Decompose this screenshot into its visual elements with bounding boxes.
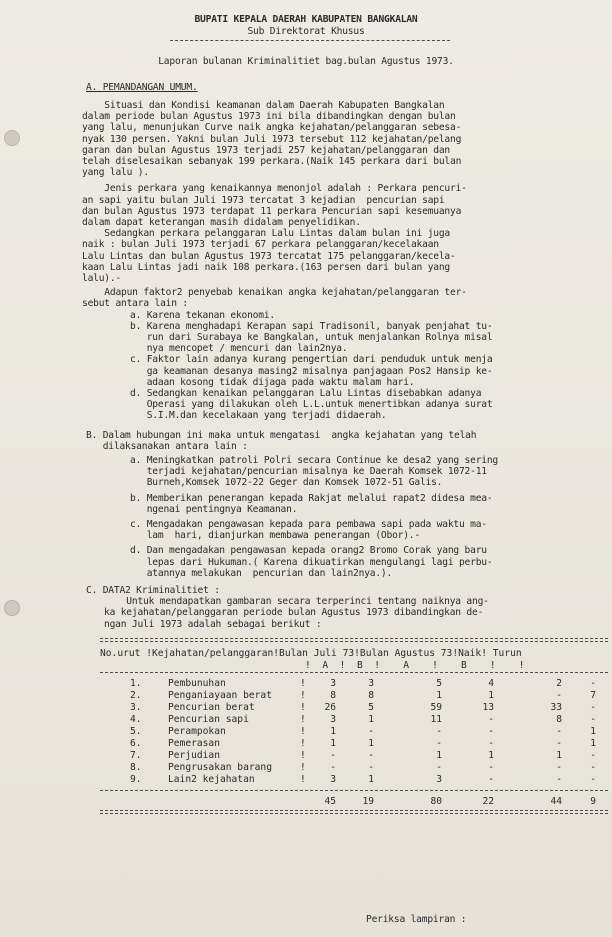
table-separator: !	[300, 677, 306, 689]
table-cell-naik: -	[556, 773, 562, 785]
list-item-line: c. Faktor lain adanya kurang pengertian dari penduduk untuk menja	[130, 354, 493, 366]
table-rule	[100, 638, 608, 642]
list-item-line: terjadi kejahatan/pencurian misalnya ke Daerah Komsek 1072-11	[130, 466, 487, 478]
section-a-heading: A. PEMANDANGAN UMUM.	[86, 82, 198, 93]
table-row-number: 2.	[130, 689, 142, 701]
table-cell-ab: -	[488, 737, 494, 749]
paragraph-line: kaan Lalu Lintas jadi naik 108 perkara.(163 persen dari bulan yang	[82, 261, 451, 273]
header-line-2: Sub Direktorat Khusus	[247, 26, 365, 37]
table-cell-jb: 5	[368, 701, 374, 713]
table-rule	[100, 790, 608, 791]
table-separator: !	[300, 713, 306, 725]
table-cell-ja: 3	[330, 773, 336, 785]
table-cell-turun: 1	[590, 725, 596, 737]
paragraph-line: Situasi dan Kondisi keamanan dalam Daerah Kabupaten Bangkalan	[82, 100, 445, 111]
paragraph-line: Sedangkan perkara pelanggaran Lalu Lintas dalam bulan ini juga	[82, 228, 451, 240]
table-cell-turun: -	[590, 773, 596, 785]
table-cell-turun: -	[590, 761, 596, 773]
table-cell-aa: 59	[430, 701, 442, 713]
paragraph-line: Adapun faktor2 penyebab kenaikan angka kejahatan/pelanggaran ter-	[82, 287, 467, 299]
table-row-number: 6.	[130, 737, 142, 749]
list-item-line: adaan kosong tidak dijaga pada waktu malam hari.	[130, 376, 415, 388]
paragraph-line: yang lalu ).	[82, 167, 149, 179]
table-row-number: 8.	[130, 761, 142, 773]
list-item-line: ga keamanan desanya masing2 misalnya panjagaan Pos2 Hansip ke-	[130, 365, 493, 377]
table-cell-naik: -	[556, 725, 562, 737]
table-cell-naik: 2	[556, 677, 562, 689]
table-cell-ab: -	[488, 761, 494, 773]
table-cell-naik: -	[556, 737, 562, 749]
paragraph-line: sebut antara lain :	[82, 298, 188, 310]
table-row-name: Penganiayaan berat	[168, 689, 272, 701]
table-cell-naik: -	[556, 761, 562, 773]
table-subheader: ! A ! B ! A ! B ! !	[305, 659, 525, 671]
header-line-1: BUPATI KEPALA DAERAH KABUPATEN BANGKALAN	[194, 14, 418, 25]
table-cell-jb: 1	[368, 737, 374, 749]
table-cell-ja: 3	[330, 677, 336, 689]
table-cell-aa: 11	[430, 713, 442, 725]
table-cell-naik: 33	[550, 701, 562, 713]
section-b-heading: B. Dalam hubungan ini maka untuk mengatasi angka kejahatan yang telah	[86, 429, 477, 441]
table-cell-turun: -	[590, 701, 596, 713]
table-cell-ab: -	[488, 713, 494, 725]
list-item-line: b. Karena menghadapi Kerapan sapi Tradisonil, banyak penjahat tu-	[130, 320, 493, 332]
table-cell-naik: 1	[556, 749, 562, 761]
table-row-number: 1.	[130, 677, 142, 689]
table-row-name: Lain2 kejahatan	[168, 773, 255, 785]
table-row-name: Pengrusakan barang	[168, 761, 272, 773]
paragraph-line: yang lalu, menunjukan Curve naik angka kejahatan/pelanggaran sebesa-	[82, 122, 462, 134]
table-separator: !	[300, 737, 306, 749]
table-separator: !	[300, 773, 306, 785]
table-row-name: Pencurian berat	[168, 701, 255, 713]
table-cell-aa: -	[436, 725, 442, 737]
list-item-line: d. Dan mengadakan pengawasan kepada orang2 Bromo Corak yang baru	[130, 545, 487, 557]
table-row-name: Perjudian	[168, 749, 220, 761]
table-cell-ja: -	[330, 761, 336, 773]
list-item-line: run dari Surabaya ke Bangkalan, untuk menjalankan Rolnya misal	[130, 332, 493, 343]
table-total-ab: 22	[482, 795, 494, 807]
section-c-heading: C. DATA2 Kriminalitiet :	[86, 585, 220, 596]
paragraph-line: dalam periode bulan Agustus 1973 ini bila dibandingkan dengan bulan	[82, 111, 456, 123]
table-total-aa: 80	[430, 795, 442, 807]
paragraph-line: Lalu Lintas dan bulan Agustus 1973 tercatat 175 pelanggaran/kecela-	[82, 250, 456, 262]
paragraph-line: Jenis perkara yang kenaikannya menonjol adalah : Perkara pencuri-	[82, 183, 467, 195]
table-cell-aa: 3	[436, 773, 442, 785]
table-cell-turun: -	[590, 749, 596, 761]
punch-hole	[4, 600, 20, 616]
table-cell-ja: -	[330, 749, 336, 761]
table-cell-ab: -	[488, 725, 494, 737]
table-cell-naik: 8	[556, 713, 562, 725]
paragraph-line: telah diselesaikan sebanyak 199 perkara.(Naik 145 perkara dari bulan	[82, 156, 462, 167]
punch-hole	[4, 130, 20, 146]
paragraph-line: garan dan bulan Agustus 1973 terjadi 257 kejahatan/pelanggaran dan	[82, 144, 451, 156]
table-cell-jb: -	[368, 749, 374, 761]
table-cell-aa: 5	[436, 677, 442, 689]
table-cell-jb: 1	[368, 713, 374, 725]
list-item-line: nya mencopet / mencuri dan lain2nya.	[130, 343, 348, 355]
paragraph-line: nyak 130 persen. Yakni bulan Juli 1973 tersebut 112 kejahatan/pelang	[82, 133, 462, 145]
report-title: Laporan bulanan Kriminalitiet bag.bulan Agustus 1973.	[158, 56, 454, 67]
table-row-number: 3.	[130, 701, 142, 713]
paragraph-line: lalu).-	[82, 273, 122, 284]
list-item-line: atannya melakukan pencurian dan lain2nya.).	[130, 567, 393, 579]
list-item-line: lam hari, dianjurkan membawa penerangan (Obor).-	[130, 530, 420, 542]
table-cell-ab: -	[488, 773, 494, 785]
table-row-number: 4.	[130, 713, 142, 725]
section-b-heading: dilaksanakan antara lain :	[86, 440, 248, 452]
table-cell-turun: -	[590, 677, 596, 689]
table-separator: !	[300, 689, 306, 701]
table-cell-ja: 3	[330, 713, 336, 725]
table-cell-aa: 1	[436, 689, 442, 701]
table-separator: !	[300, 749, 306, 761]
table-row-name: Pencurian sapi	[168, 713, 249, 725]
paragraph-line: dan bulan Agustus 1973 terdapat 11 perkara Pencurian sapi kesemuanya	[82, 205, 462, 217]
table-header: No.urut !Kejahatan/pelanggaran!Bulan Juli 73!Bulan Agustus 73!Naik! Turun	[100, 647, 522, 659]
table-cell-ab: 1	[488, 689, 494, 701]
table-cell-ab: 13	[482, 701, 494, 713]
list-item-line: d. Sedangkan kenaikan pelanggaran Lalu Lintas disebabkan adanya	[130, 388, 482, 399]
list-item-line: ngenai pentingnya Keamanan.	[130, 503, 298, 515]
table-cell-jb: -	[368, 761, 374, 773]
list-item-line: a. Meningkatkan patroli Polri secara Continue ke desa2 yang sering	[130, 455, 499, 466]
table-row-name: Pembunuhan	[168, 677, 226, 689]
footer-note: Periksa lampiran :	[366, 914, 467, 925]
table-row-number: 9.	[130, 773, 142, 785]
table-total-jb: 19	[362, 795, 374, 807]
table-cell-jb: 3	[368, 677, 374, 689]
table-rule	[100, 672, 608, 673]
paragraph-line: dalam dapat keterangan masih didalam penyelidikan.	[82, 217, 361, 228]
table-separator: !	[300, 725, 306, 737]
table-cell-jb: 1	[368, 773, 374, 785]
table-cell-aa: -	[436, 761, 442, 773]
table-cell-jb: -	[368, 725, 374, 737]
list-item-line: c. Mengadakan pengawasan kepada para pembawa sapi pada waktu ma-	[130, 519, 487, 530]
table-cell-ab: 4	[488, 677, 494, 689]
table-total-turun: 9	[590, 795, 596, 807]
paragraph-line: Untuk mendapatkan gambaran secara terperinci tentang naiknya ang-	[104, 596, 489, 608]
table-cell-ja: 1	[330, 737, 336, 749]
list-item-line: b. Memberikan penerangan kepada Rakjat melalui rapat2 didesa mea-	[130, 492, 493, 504]
table-row-number: 7.	[130, 749, 142, 761]
table-row-name: Perampokan	[168, 725, 226, 737]
table-cell-ja: 26	[324, 701, 336, 713]
table-cell-ja: 1	[330, 725, 336, 737]
table-row-name: Pemerasan	[168, 737, 220, 749]
list-item-line: lepas dari Hukuman.( Karena dikuatirkan mengulangi lagi perbu-	[130, 556, 493, 568]
list-item-line: a. Karena tekanan ekonomi.	[130, 309, 275, 321]
table-separator: !	[300, 761, 306, 773]
header-rule	[170, 40, 450, 41]
table-rule	[100, 810, 608, 814]
table-total-ja: 45	[324, 795, 336, 807]
table-cell-ab: 1	[488, 749, 494, 761]
paragraph-line: ngan Juli 1973 adalah sebagai berikut :	[104, 618, 322, 630]
table-row-number: 5.	[130, 725, 142, 737]
list-item-line: S.I.M.dan kecelakaan yang terjadi didaerah.	[130, 410, 387, 422]
table-cell-aa: -	[436, 737, 442, 749]
table-total-naik: 44	[550, 795, 562, 807]
paragraph-line: an sapi yaitu bulan Juli 1973 tercatat 3 kejadian pencurian sapi	[82, 194, 445, 206]
table-cell-turun: -	[590, 713, 596, 725]
table-cell-aa: 1	[436, 749, 442, 761]
list-item-line: Burneh,Komsek 1072-22 Geger dan Komsek 1072-51 Galis.	[130, 477, 443, 489]
table-cell-jb: 8	[368, 689, 374, 701]
paragraph-line: naik : bulan Juli 1973 terjadi 67 perkara pelanggaran/kecelakaan	[82, 239, 439, 251]
paragraph-line: ka kejahatan/pelanggaran periode bulan Agustus 1973 dibandingkan de-	[104, 607, 484, 619]
table-cell-turun: 1	[590, 737, 596, 749]
list-item-line: Operasi yang dilakukan oleh L.L.untuk menertibkan adanya surat	[130, 399, 493, 411]
table-cell-naik: -	[556, 689, 562, 701]
table-separator: !	[300, 701, 306, 713]
table-cell-ja: 8	[330, 689, 336, 701]
table-cell-turun: 7	[590, 689, 596, 701]
